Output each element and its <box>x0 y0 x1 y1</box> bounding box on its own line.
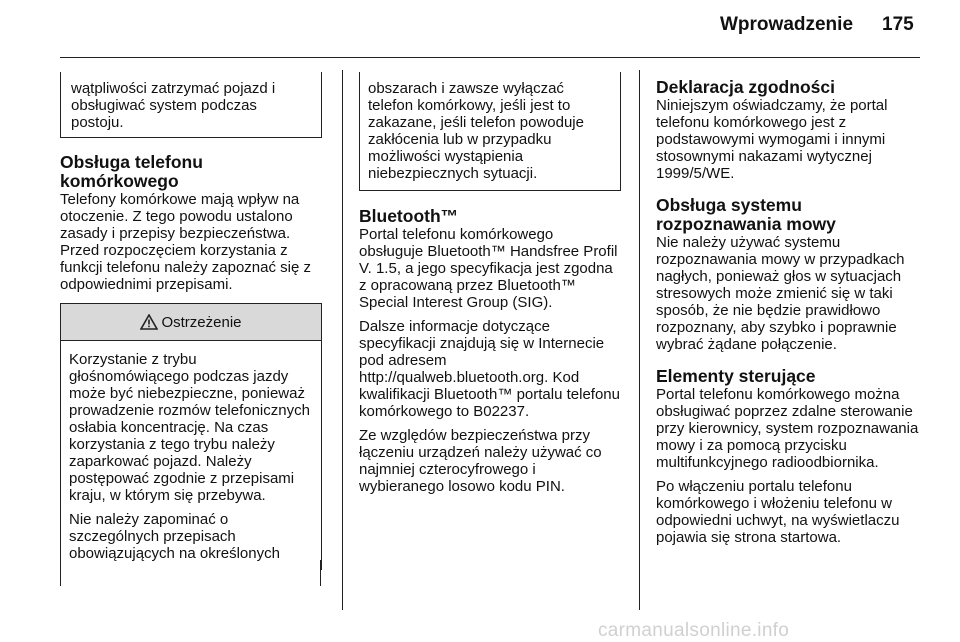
column-divider-2 <box>639 70 640 610</box>
section-heading-controls: Elementy sterujące <box>656 366 816 386</box>
section-text-phone-usage: Telefony komórkowe mają wpływ na otoczenie. Z tego powodu ustalono zasady i przepisy bezpieczeństwa. Przed rozpoczęciem korzystania z funkcji telefonu należy zapoznać się z odpowiednimi przepisami. <box>60 191 311 293</box>
page-header-title: Wprowadzenie <box>720 14 854 35</box>
bluetooth-paragraph-1: Portal telefonu komórkowego obsługuje Bluetooth™ Handsfree Profil V. 1.5, a jego specyfikacja jest zgodna z opracowaną przez Bluetooth™ Special Interest Group (SIG). <box>359 226 618 311</box>
warning-box-continuation <box>60 72 322 138</box>
warning-title: Ostrzeżenie <box>161 313 242 331</box>
warning-continuation-text: wątpliwości zatrzymać pojazd i obsługiwać system podczas postoju. <box>71 80 276 131</box>
section-heading-bluetooth: Bluetooth™ <box>359 206 459 226</box>
column-2 <box>359 72 621 502</box>
column-3 <box>656 78 924 553</box>
bluetooth-paragraph-3: Ze względów bezpieczeństwa przy łączeniu urządzeń należy używać co najmniej czterocyfrowego i wybieranego losowo kodu PIN. <box>359 427 602 495</box>
column-1 <box>60 72 322 570</box>
controls-paragraph-2: Po włączeniu portalu telefonu komórkowego i włożeniu telefonu w odpowiedni uchwyt, na wyświetlaczu pojawia się strona startowa. <box>656 478 900 546</box>
column-divider-1 <box>342 70 343 610</box>
voice-recognition-text: Nie należy używać systemu rozpoznawania mowy w przypadkach nagłych, ponieważ głos w sytuacjach stresowych może zmienić się w taki sposób, że nie będzie prawidłowo rozpoznany, aby szybko i poprawnie wybrać żądane połączenie. <box>656 234 905 353</box>
warning-paragraph-2: Nie należy zapominać o szczególnych przepisach obowiązujących na określonych <box>69 511 280 562</box>
controls-paragraph-1: Portal telefonu komórkowego można obsługiwać poprzez zdalne sterowanie przy kierownicy, system rozpoznawania mowy i za pomocą przycisku multifunkcyjnego radioodbiornika. <box>656 386 919 471</box>
page-number: 175 <box>882 14 914 35</box>
warning-box-left-edge <box>60 560 61 586</box>
section-heading-voice-recognition: Obsługa systemu rozpoznawania mowy <box>656 195 836 234</box>
section-heading-declaration: Deklaracja zgodności <box>656 77 835 97</box>
warning-triangle-icon <box>140 314 158 330</box>
header-divider <box>60 57 920 58</box>
bluetooth-paragraph-2: Dalsze informacje dotyczące specyfikacji znajdują się w Internecie pod adresem http://qualweb.bluetooth.org. Kod kwalifikacji Bluetooth™ portalu telefonu komórkowego to B02237. <box>359 318 620 420</box>
warning-header <box>61 304 321 341</box>
declaration-text: Niniejszym oświadczamy, że portal telefonu komórkowego jest z podstawowymi wymogami i innymi stosownymi nakazami wytycznej 1999/5/WE. <box>656 97 888 182</box>
watermark: carmanualsonline.info <box>598 620 790 641</box>
warning-body <box>61 341 321 570</box>
warning-box <box>60 303 322 570</box>
warning-box-right-edge <box>320 560 321 586</box>
section-heading-phone-usage: Obsługa telefonu komórkowego <box>60 152 203 191</box>
warning-continuation-text-2: obszarach i zawsze wyłączać telefon komórkowy, jeśli jest to zakazane, jeśli telefon powoduje zakłócenia lub w przypadku możliwości wystąpienia niebezpiecznych sytuacji. <box>368 80 584 182</box>
warning-paragraph-1: Korzystanie z trybu głośnomówiącego podczas jazdy może być niebezpieczne, ponieważ prowadzenie rozmów telefonicznych osłabia koncentrację. Na czas korzystania z tego trybu należy zaparkować pojazd. Należy postępować zgodnie z przepisami kraju, w którym się przebywa. <box>69 351 310 504</box>
warning-box-continuation-2 <box>359 72 621 191</box>
